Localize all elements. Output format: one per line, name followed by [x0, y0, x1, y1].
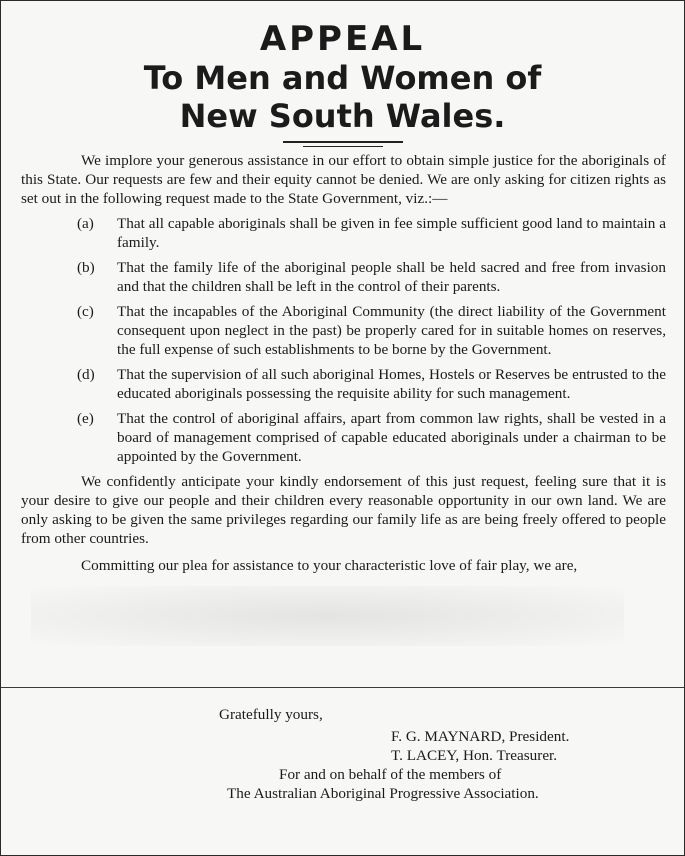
request-label: (e): [77, 410, 94, 427]
closing-salutation: Gratefully yours,: [219, 706, 323, 723]
fair-play-paragraph: Committing our plea for assistance to your characteristic love of fair play, we are,: [81, 557, 578, 574]
heading: [1, 1, 684, 147]
request-label: (c): [77, 303, 94, 320]
endorsement-paragraph: We confidently anticipate your kindly endorsement of this just request, feeling sure that it is your desire to give our people and their children every reasonable opportunity in our own land. We are only asking to be given the same privileges regarding our family life as are being freely offered to people from other countries.: [21, 473, 666, 547]
intro-paragraph: We implore your generous assistance in our effort to obtain simple justice for the aboriginals of this State. Our requests are few and their equity cannot be denied. We are only asking for citizen rights as set out in the following request made to the State Government, viz.:—: [21, 152, 666, 207]
request-label: (d): [77, 366, 95, 383]
request-item-b: [21, 258, 666, 296]
request-text: That the incapables of the Aboriginal Community (the direct liability of the Government consequent upon neglect in the past) be properly cared for in suitable homes on reserves, the full expense of such establishments to be borne by the Government.: [117, 303, 666, 358]
title-appeal: APPEAL: [259, 19, 426, 59]
fold-line: [1, 687, 684, 688]
request-text: That the family life of the aboriginal people shall be held sacred and free from invasion and that the children shall be left in the control of their parents.: [117, 259, 666, 295]
request-text: That all capable aboriginals shall be given in fee simple sufficient good land to maintain a family.: [117, 215, 666, 251]
title-rule-short: [303, 146, 383, 147]
request-item-e: [21, 409, 666, 466]
ink-smudge: [31, 586, 624, 646]
request-text: That the control of aboriginal affairs, apart from common law rights, shall be vested in a board of management comprised of capable educated aboriginals under a chairman to be appointed by the Government.: [117, 410, 666, 465]
on-behalf-line: For and on behalf of the members of: [279, 766, 502, 783]
treasurer-signature: T. LACEY, Hon. Treasurer.: [391, 747, 558, 764]
request-item-c: [21, 302, 666, 359]
request-list: [21, 214, 666, 466]
title-state: New South Wales.: [179, 97, 506, 135]
request-label: (a): [77, 215, 94, 232]
appeal-body: [21, 151, 666, 575]
association-name: The Australian Aboriginal Progressive Association.: [227, 785, 539, 802]
request-item-d: [21, 365, 666, 403]
request-item-a: [21, 214, 666, 252]
president-signature: F. G. MAYNARD, President.: [391, 728, 570, 745]
request-text: That the supervision of all such aboriginal Homes, Hostels or Reserves be entrusted to the educated aboriginals possessing the requisite ability for such management.: [117, 366, 666, 402]
request-label: (b): [77, 259, 95, 276]
title-rule: [283, 141, 403, 143]
title-subtitle: To Men and Women of: [143, 59, 542, 97]
